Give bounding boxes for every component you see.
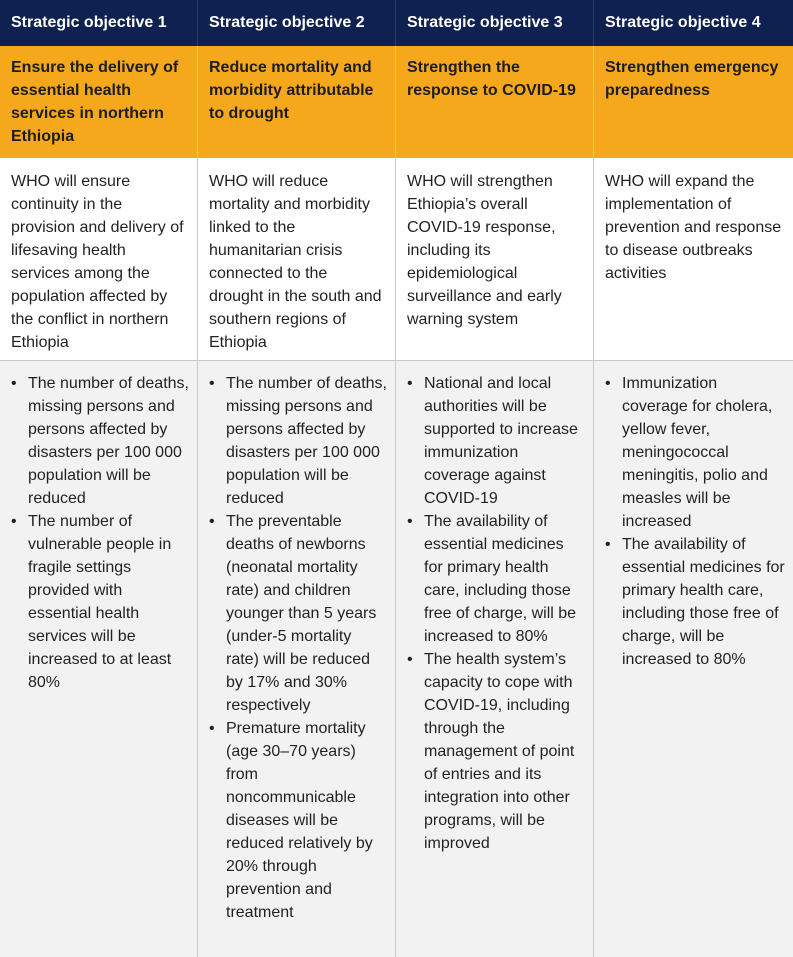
objective-title-3: Strengthen the response to COVID-19	[396, 46, 594, 158]
objective-description-4: WHO will expand the implementation of prevention and response to disease outbreaks activities	[594, 158, 793, 361]
target-item: • Immunization coverage for cholera, yellow fever, meningococcal meningitis, polio and measles will be increased	[605, 372, 785, 533]
targets-list-2	[209, 372, 387, 924]
objective-title-1: Ensure the delivery of essential health services in northern Ethiopia	[0, 46, 198, 158]
targets-list-3	[407, 372, 585, 855]
column-header-1: Strategic objective 1	[0, 0, 198, 46]
target-item: • The number of deaths, missing persons and persons affected by disasters per 100 000 population will be reduced	[11, 372, 189, 510]
column-header-3: Strategic objective 3	[396, 0, 594, 46]
target-item: • The preventable deaths of newborns (neonatal mortality rate) and children younger than 5 years (under-5 mortality rate) will be reduced by 17% and 30% respectively	[209, 510, 387, 717]
target-item: • National and local authorities will be supported to increase immunization coverage against COVID-19	[407, 372, 585, 510]
objective-description-1: WHO will ensure continuity in the provision and delivery of lifesaving health services among the population affected by the conflict in northern Ethiopia	[0, 158, 198, 361]
column-header-4: Strategic objective 4	[594, 0, 793, 46]
target-item: • The availability of essential medicines for primary health care, including those free of charge, will be increased to 80%	[407, 510, 585, 648]
objective-description-2: WHO will reduce mortality and morbidity linked to the humanitarian crisis connected to the drought in the south and southern regions of Ethiopia	[198, 158, 396, 361]
targets-list-1	[11, 372, 189, 694]
targets-cell-2	[198, 361, 396, 957]
target-item: • The health system’s capacity to cope with COVID-19, including through the management of point of entries and its integration into other programs, will be improved	[407, 648, 585, 855]
targets-list-4	[605, 372, 785, 671]
targets-cell-1	[0, 361, 198, 957]
objective-description-3: WHO will strengthen Ethiopia’s overall COVID-19 response, including its epidemiological surveillance and early warning system	[396, 158, 594, 361]
target-item: • The availability of essential medicines for primary health care, including those free of charge, will be increased to 80%	[605, 533, 785, 671]
targets-cell-3	[396, 361, 594, 957]
target-item: • Premature mortality (age 30–70 years) from noncommunicable diseases will be reduced relatively by 20% through prevention and treatment	[209, 717, 387, 924]
target-item: • The number of vulnerable people in fragile settings provided with essential health services will be increased to at least 80%	[11, 510, 189, 694]
targets-cell-4	[594, 361, 793, 957]
objective-title-2: Reduce mortality and morbidity attributable to drought	[198, 46, 396, 158]
objective-title-4: Strengthen emergency preparedness	[594, 46, 793, 158]
target-item: • The number of deaths, missing persons and persons affected by disasters per 100 000 population will be reduced	[209, 372, 387, 510]
column-header-2: Strategic objective 2	[198, 0, 396, 46]
